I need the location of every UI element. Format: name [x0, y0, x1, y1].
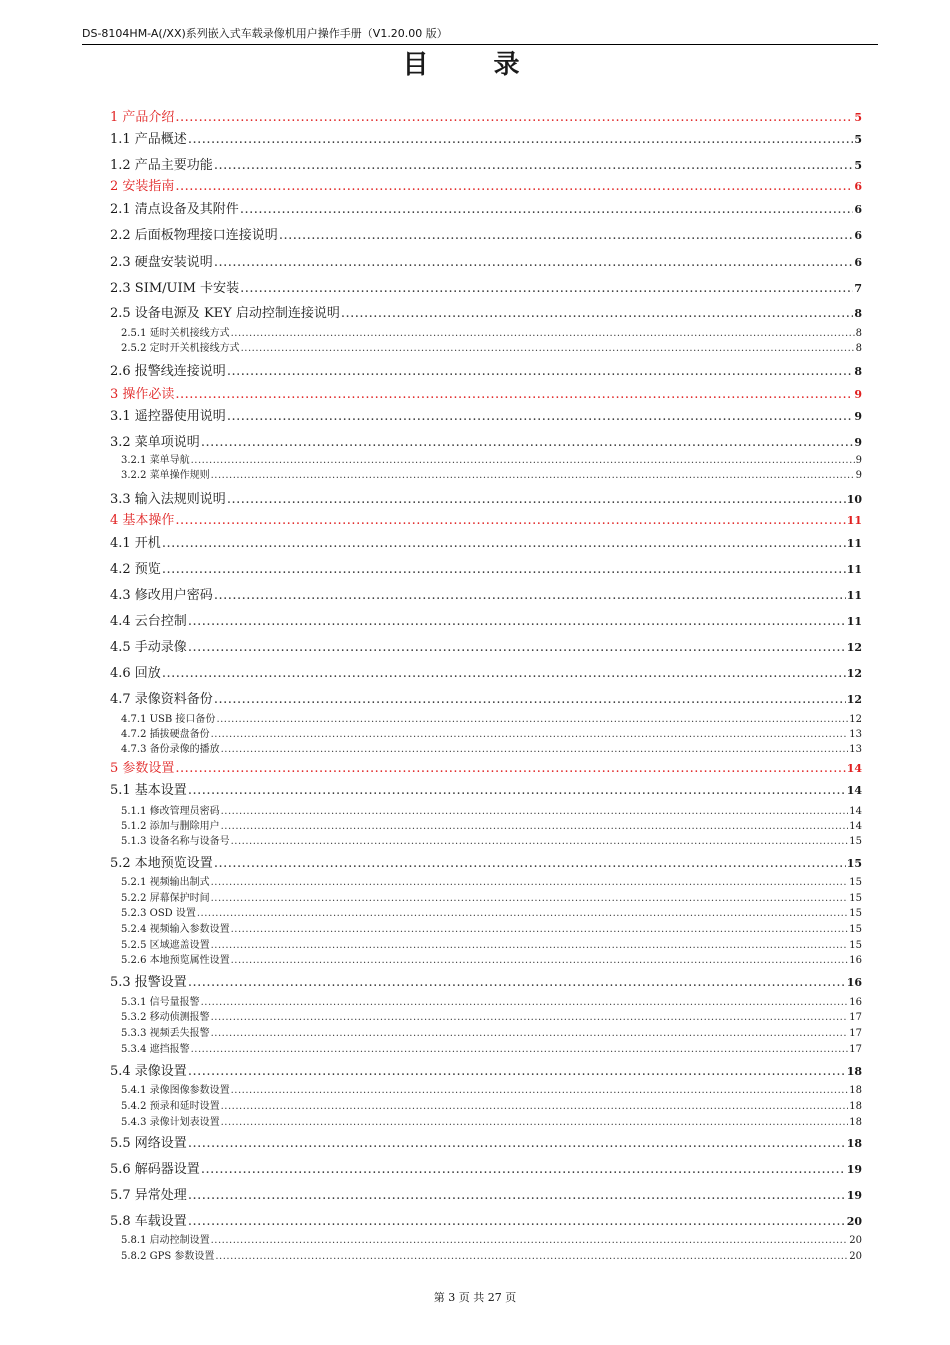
toc-dot-leader: [211, 892, 849, 905]
toc-dot-leader: [215, 1250, 848, 1263]
toc-page-number: 8: [854, 307, 862, 320]
toc-entry[interactable]: [110, 1136, 862, 1152]
toc-entry[interactable]: [110, 783, 862, 799]
toc-entry-title: 5.1.3 设备名称与设备号: [121, 836, 230, 847]
toc-page-number: 19: [846, 1163, 862, 1176]
toc-entry-title: 5.8.1 启动控制设置: [121, 1235, 210, 1246]
toc-page-number: 20: [849, 1251, 862, 1262]
toc-entry-title: 5.4.3 录像计划表设置: [121, 1117, 220, 1128]
toc-page-number: 11: [846, 563, 862, 576]
toc-entry[interactable]: [110, 179, 862, 195]
toc-page-number: 16: [849, 997, 862, 1008]
toc-entry[interactable]: [121, 1100, 862, 1113]
toc-entry[interactable]: [110, 588, 862, 604]
toc-dot-leader: [188, 783, 846, 799]
toc-page-number: 15: [849, 893, 862, 904]
toc-dot-leader: [211, 1027, 849, 1040]
toc-entry[interactable]: [121, 835, 862, 848]
toc-page-number: 11: [846, 537, 862, 550]
toc-page-number: 18: [849, 1101, 862, 1112]
toc-entry-title: 5.2.6 本地预览属性设置: [121, 955, 230, 966]
toc-entry[interactable]: [121, 469, 862, 482]
toc-entry-title: 2 安装指南: [110, 179, 175, 194]
toc-entry-title: 2.6 报警线连接说明: [110, 364, 226, 379]
toc-page-number: 15: [846, 857, 862, 870]
toc-entry[interactable]: [110, 306, 862, 322]
toc-entry[interactable]: [121, 1027, 862, 1040]
toc-entry-title: 2.5.2 定时开关机接线方式: [121, 343, 240, 354]
toc-page-number: 5: [854, 111, 862, 124]
toc-page-number: 9: [854, 410, 862, 423]
toc-entry[interactable]: [110, 158, 862, 174]
toc-page-number: 6: [854, 180, 862, 193]
toc-dot-leader: [162, 536, 846, 552]
toc-entry[interactable]: [110, 1064, 862, 1080]
toc-page-number: 16: [849, 955, 862, 966]
toc-page-number: 19: [846, 1189, 862, 1202]
toc-page-number: 8: [855, 343, 862, 354]
toc-page-number: 12: [846, 693, 862, 706]
toc-page-number: 13: [849, 744, 862, 755]
toc-entry[interactable]: [110, 1162, 862, 1178]
toc-entry[interactable]: [121, 907, 862, 920]
toc-dot-leader: [227, 492, 846, 508]
toc-page-number: 9: [855, 455, 862, 466]
toc-dot-leader: [231, 835, 849, 848]
page-title: 目 录: [402, 50, 548, 80]
toc-entry[interactable]: [121, 1043, 862, 1056]
toc-page-number: 17: [849, 1028, 862, 1039]
toc-entry-title: 4.1 开机: [110, 536, 161, 551]
toc-page-number: 15: [849, 908, 862, 919]
toc-entry-title: 5.2.2 屏幕保护时间: [121, 893, 210, 904]
toc-entry-title: 5.3.1 信号量报警: [121, 997, 200, 1008]
toc-dot-leader: [188, 614, 846, 630]
toc-entry-title: 3.2.2 菜单操作规则: [121, 470, 210, 481]
toc-entry[interactable]: [110, 281, 862, 297]
toc-entry-title: 2.1 清点设备及其附件: [110, 202, 239, 217]
toc-page-number: 9: [855, 470, 862, 481]
toc-page-number: 12: [846, 667, 862, 680]
toc-entry-title: 4.5 手动录像: [110, 640, 187, 655]
toc-entry[interactable]: [110, 975, 862, 991]
toc-page-number: 11: [846, 514, 862, 527]
toc-entry-title: 3.3 输入法规则说明: [110, 492, 226, 507]
toc-dot-leader: [279, 228, 854, 244]
toc-dot-leader: [221, 743, 849, 756]
toc-dot-leader: [214, 856, 846, 872]
toc-dot-leader: [214, 158, 854, 174]
toc-page-number: 17: [849, 1012, 862, 1023]
toc-page-number: 14: [849, 821, 862, 832]
toc-entry-title: 5.4.2 预录和延时设置: [121, 1101, 220, 1112]
toc-page-number: 15: [849, 836, 862, 847]
toc-entry[interactable]: [110, 614, 862, 630]
toc-entry-title: 5.2.1 视频输出制式: [121, 877, 210, 888]
toc-entry[interactable]: [121, 1250, 862, 1263]
toc-entry-title: 2.3 硬盘安装说明: [110, 255, 213, 270]
toc-page-number: 18: [849, 1085, 862, 1096]
page-footer: 第 3 页 共 27 页: [433, 1291, 517, 1304]
toc-entry-title: 4.4 云台控制: [110, 614, 187, 629]
toc-entry[interactable]: [121, 820, 862, 833]
toc-entry[interactable]: [110, 228, 862, 244]
toc-dot-leader: [188, 640, 846, 656]
toc-dot-leader: [221, 805, 849, 818]
toc-page-number: 7: [854, 282, 862, 295]
toc-entry-title: 4.7.2 插拔硬盘备份: [121, 729, 210, 740]
toc-dot-leader: [221, 1100, 849, 1113]
toc-entry[interactable]: [110, 435, 862, 451]
toc-entry-title: 4.3 修改用户密码: [110, 588, 213, 603]
page-header: DS-8104HM-A(/XX)系列嵌入式车载录像机用户操作手册（V1.20.00 版）: [82, 26, 878, 45]
toc-page-number: 10: [846, 493, 862, 506]
toc-entry[interactable]: [121, 327, 862, 340]
toc-entry-title: 3.1 遥控器使用说明: [110, 409, 226, 424]
toc-page-number: 14: [849, 806, 862, 817]
toc-entry[interactable]: [110, 536, 862, 552]
toc-dot-leader: [201, 1162, 846, 1178]
toc-entry[interactable]: [110, 364, 862, 380]
toc-dot-leader: [221, 820, 849, 833]
toc-entry-title: 5.2.5 区域遮盖设置: [121, 940, 210, 951]
toc-entry-title: 1.1 产品概述: [110, 132, 187, 147]
toc-entry-title: 5.2.3 OSD 设置: [121, 908, 196, 919]
toc-page-number: 6: [854, 203, 862, 216]
toc-entry-title: 4.6 回放: [110, 666, 161, 681]
toc-entry[interactable]: [121, 1234, 862, 1247]
toc-dot-leader: [211, 876, 849, 889]
toc-entry-title: 5.4 录像设置: [110, 1064, 187, 1079]
toc-entry[interactable]: [110, 562, 862, 578]
toc-dot-leader: [227, 409, 854, 425]
toc-page-number: 18: [846, 1137, 862, 1150]
toc-page-number: 18: [849, 1117, 862, 1128]
toc-entry[interactable]: [121, 996, 862, 1009]
toc-entry-title: 5.8.2 GPS 参数设置: [121, 1251, 215, 1262]
toc-entry[interactable]: [110, 513, 862, 529]
toc-dot-leader: [188, 1064, 846, 1080]
toc-dot-leader: [188, 1188, 846, 1204]
toc-entry[interactable]: [121, 892, 862, 905]
toc-entry[interactable]: [110, 255, 862, 271]
toc-page-number: 5: [854, 133, 862, 146]
toc-dot-leader: [221, 1116, 849, 1129]
toc-dot-leader: [175, 110, 853, 126]
toc-entry-title: 3.2.1 菜单导航: [121, 455, 190, 466]
toc-entry-title: 2.5.1 延时关机接线方式: [121, 328, 230, 339]
toc-page-number: 8: [854, 365, 862, 378]
toc-entry-title: 5.6 解码器设置: [110, 1162, 200, 1177]
toc-entry[interactable]: [110, 1214, 862, 1230]
toc-entry[interactable]: [121, 342, 862, 355]
toc-entry[interactable]: [110, 110, 862, 126]
toc-dot-leader: [231, 1084, 849, 1097]
toc-entry[interactable]: [110, 492, 862, 508]
toc-entry[interactable]: [121, 1116, 862, 1129]
toc-entry-title: 5.8 车载设置: [110, 1214, 187, 1229]
toc-dot-leader: [201, 435, 854, 451]
toc-page-number: 20: [846, 1215, 862, 1228]
toc-entry-title: 5.3.3 视频丢失报警: [121, 1028, 210, 1039]
toc-entry-title: 5.4.1 录像图像参数设置: [121, 1085, 230, 1096]
toc-entry-title: 1.2 产品主要功能: [110, 158, 213, 173]
toc-entry[interactable]: [121, 728, 862, 741]
toc-entry-title: 2.2 后面板物理接口连接说明: [110, 228, 278, 243]
toc-entry[interactable]: [110, 132, 862, 148]
toc-page-number: 11: [846, 615, 862, 628]
toc-entry[interactable]: [121, 805, 862, 818]
toc-entry[interactable]: [110, 761, 862, 777]
toc-dot-leader: [231, 327, 855, 340]
toc-page-number: 18: [846, 1065, 862, 1078]
toc-entry-title: 5.1 基本设置: [110, 783, 187, 798]
toc-dot-leader: [231, 954, 849, 967]
toc-page-number: 5: [854, 159, 862, 172]
toc-page-number: 14: [846, 784, 862, 797]
toc-entry-title: 5.7 异常处理: [110, 1188, 187, 1203]
toc-entry[interactable]: [110, 666, 862, 682]
toc-page-number: 13: [849, 729, 862, 740]
toc-entry[interactable]: [121, 939, 862, 952]
toc-dot-leader: [197, 907, 848, 920]
toc-dot-leader: [211, 728, 849, 741]
toc-dot-leader: [188, 1214, 846, 1230]
toc-page-number: 12: [849, 714, 862, 725]
toc-dot-leader: [162, 562, 846, 578]
toc-entry-title: 2.5 设备电源及 KEY 启动控制连接说明: [110, 306, 340, 321]
toc-page-number: 15: [849, 877, 862, 888]
toc-page-number: 9: [854, 388, 862, 401]
toc-page-number: 9: [854, 436, 862, 449]
toc-entry-title: 5.3.4 遮挡报警: [121, 1044, 190, 1055]
toc-entry[interactable]: [121, 876, 862, 889]
toc-dot-leader: [175, 387, 853, 403]
toc-entry-title: 2.3 SIM/UIM 卡安装: [110, 281, 240, 296]
toc-dot-leader: [211, 469, 855, 482]
toc-page-number: 6: [854, 229, 862, 242]
toc-entry-title: 3 操作必读: [110, 387, 175, 402]
toc-dot-leader: [231, 923, 849, 936]
toc-dot-leader: [175, 513, 845, 529]
toc-entry-title: 4.7 录像资料备份: [110, 692, 213, 707]
toc-entry-title: 4.7.3 备份录像的播放: [121, 744, 220, 755]
toc-dot-leader: [191, 1043, 849, 1056]
toc-entry-title: 3.2 菜单项说明: [110, 435, 200, 450]
toc-entry[interactable]: [110, 640, 862, 656]
toc-dot-leader: [227, 364, 854, 380]
toc-dot-leader: [175, 179, 853, 195]
toc-dot-leader: [211, 1234, 849, 1247]
toc-dot-leader: [241, 342, 855, 355]
toc-page-number: 16: [846, 976, 862, 989]
toc-dot-leader: [188, 975, 846, 991]
toc-dot-leader: [201, 996, 849, 1009]
toc-entry[interactable]: [121, 454, 862, 467]
toc-entry-title: 4.2 预览: [110, 562, 161, 577]
toc-page-number: 8: [855, 328, 862, 339]
toc-entry-title: 5.2 本地预览设置: [110, 856, 213, 871]
toc-page-number: 15: [849, 924, 862, 935]
toc-entry[interactable]: [121, 954, 862, 967]
toc-dot-leader: [341, 306, 853, 322]
toc-page-number: 15: [849, 940, 862, 951]
toc-dot-leader: [211, 939, 849, 952]
toc-page-number: 20: [849, 1235, 862, 1246]
toc-dot-leader: [162, 666, 846, 682]
toc-entry-title: 1 产品介绍: [110, 110, 175, 125]
toc-entry[interactable]: [110, 202, 862, 218]
toc-entry[interactable]: [121, 923, 862, 936]
toc-dot-leader: [214, 255, 854, 271]
toc-entry-title: 5 参数设置: [110, 761, 175, 776]
toc-entry[interactable]: [110, 1188, 862, 1204]
toc-entry-title: 4 基本操作: [110, 513, 175, 528]
toc-entry-title: 5.3 报警设置: [110, 975, 187, 990]
toc-entry[interactable]: [110, 856, 862, 872]
toc-page-number: 14: [846, 762, 862, 775]
toc-dot-leader: [188, 132, 854, 148]
toc-entry[interactable]: [121, 713, 862, 726]
toc-entry-title: 5.5 网络设置: [110, 1136, 187, 1151]
toc-dot-leader: [240, 202, 854, 218]
toc-page-number: 11: [846, 589, 862, 602]
toc-page-number: 17: [849, 1044, 862, 1055]
toc-dot-leader: [214, 588, 846, 604]
toc-entry[interactable]: [110, 409, 862, 425]
toc-entry[interactable]: [121, 743, 862, 756]
toc-dot-leader: [216, 713, 848, 726]
toc-entry-title: 5.3.2 移动侦测报警: [121, 1012, 210, 1023]
toc-dot-leader: [214, 692, 846, 708]
toc-entry[interactable]: [121, 1011, 862, 1024]
toc-dot-leader: [188, 1136, 846, 1152]
toc-dot-leader: [211, 1011, 849, 1024]
toc-dot-leader: [191, 454, 855, 467]
toc-entry-title: 4.7.1 USB 接口备份: [121, 714, 216, 725]
toc-entry-title: 5.2.4 视频输入参数设置: [121, 924, 230, 935]
toc-dot-leader: [175, 761, 845, 777]
toc-page-number: 6: [854, 256, 862, 269]
toc-entry[interactable]: [121, 1084, 862, 1097]
toc-entry[interactable]: [110, 692, 862, 708]
toc-entry-title: 5.1.1 修改管理员密码: [121, 806, 220, 817]
toc-page-number: 12: [846, 641, 862, 654]
toc-entry-title: 5.1.2 添加与删除用户: [121, 821, 220, 832]
toc-dot-leader: [240, 281, 853, 297]
toc-entry[interactable]: [110, 387, 862, 403]
